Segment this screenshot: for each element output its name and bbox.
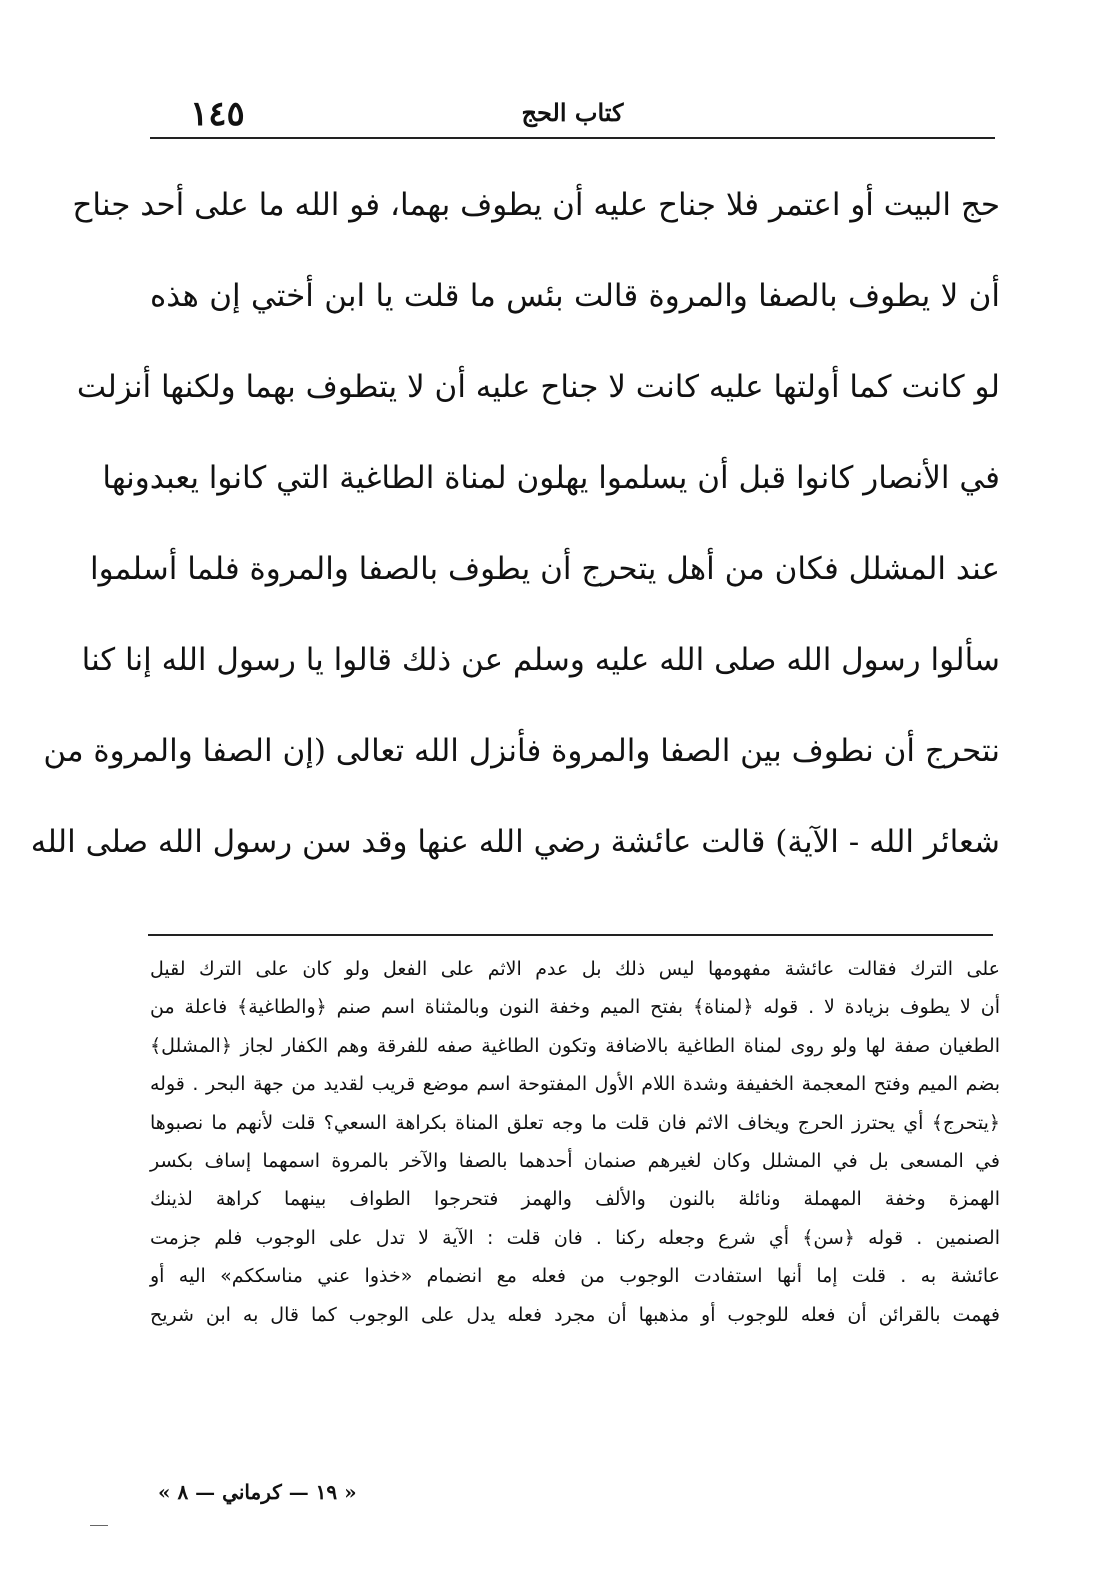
footnote-line: الطغيان صفة لها ولو روى لمناة الطاغية بالاضافة وتكون الطاغية صفه للفرقة وهم الكفار لجاز ﴿المشلل﴾ [150,1034,1000,1057]
main-text-line: سألوا رسول الله صلى الله عليه وسلم عن ذلك قالوا يا رسول الله إنا كنا [81,642,1000,678]
page-number: ١٤٥ [190,94,245,134]
header-divider [150,137,995,139]
footnote-line: في المسعى بل في المشلل وكان لغيرهم صنمان أحدهما بالصفا والآخر بالمروة اسمهما إساف بكسر [150,1149,1000,1172]
main-text-line: في الأنصار كانوا قبل أن يسلموا يهلون لمناة الطاغية التي كانوا يعبدونها [102,460,1000,496]
footnote-divider [148,934,993,936]
printer-signature: « ١٩ — كرماني — ٨ » [158,1480,357,1504]
main-text-block [30,160,1000,888]
footnote-line: أن لا يطوف بزيادة لا . قوله ﴿لمناة﴾ بفتح الميم وخفة النون وبالمثناة اسم صنم ﴿والطاغية﴾ فاعلة من [150,996,1000,1019]
main-text-line: عند المشلل فكان من أهل يتحرج أن يطوف بالصفا والمروة فلما أسلموا [89,551,1000,587]
footnote-line: ﴿يتحرج﴾ أي يحترز الحرج ويخاف الاثم فان قلت ما وجه تعلق المناة بكراهة السعي؟ قلت لأنهم ما نصبوها [150,1111,1000,1134]
footnote-line: بضم الميم وفتح المعجمة الخفيفة وشدة اللام الأول المفتوحة اسم موضع قريب لقديد من جهة البحر . قوله [150,1073,1000,1096]
page-header [150,88,995,138]
footnotes-block [150,950,1000,1334]
main-text-line: شعائر الله - الآية) قالت عائشة رضي الله عنها وقد سن رسول الله صلى الله [30,824,1000,860]
footnote-line: فهمت بالقرائن أن فعله للوجوب أو مذهبها أن مجرد فعله يدل على الوجوب كما قال به ابن شريح [150,1303,1000,1326]
footnote-line: الصنمين . قوله ﴿سن﴾ أي شرع وجعله ركنا . فان قلت : الآية لا تدل على الوجوب فلم جزمت [150,1226,1000,1249]
main-text-line: حج البيت أو اعتمر فلا جناح عليه أن يطوف بهما، فو الله ما على أحد جناح [72,187,1000,223]
footnote-line: الهمزة وخفة المهملة ونائلة بالنون والألف والهمز فتحرجوا الطواف بينهما كراهة لذينك [150,1188,1000,1211]
main-text-line: أن لا يطوف بالصفا والمروة قالت بئس ما قلت يا ابن أختي إن هذه [150,278,1000,314]
footnote-line: عائشة به . قلت إما أنها استفادت الوجوب من فعله مع انضمام «خذوا عني مناسككم» اليه أو [150,1265,1000,1288]
footnote-line: على الترك فقالت عائشة مفهومها ليس ذلك بل عدم الاثم على الفعل ولو كان على الترك لقيل [150,958,1000,980]
book-title: كتاب الحج [521,98,624,127]
margin-mark [90,1525,108,1526]
main-text-line: نتحرج أن نطوف بين الصفا والمروة فأنزل الله تعالى (إن الصفا والمروة من [43,733,1000,769]
main-text-line: لو كانت كما أولتها عليه كانت لا جناح عليه أن لا يتطوف بهما ولكنها أنزلت [76,369,1000,405]
